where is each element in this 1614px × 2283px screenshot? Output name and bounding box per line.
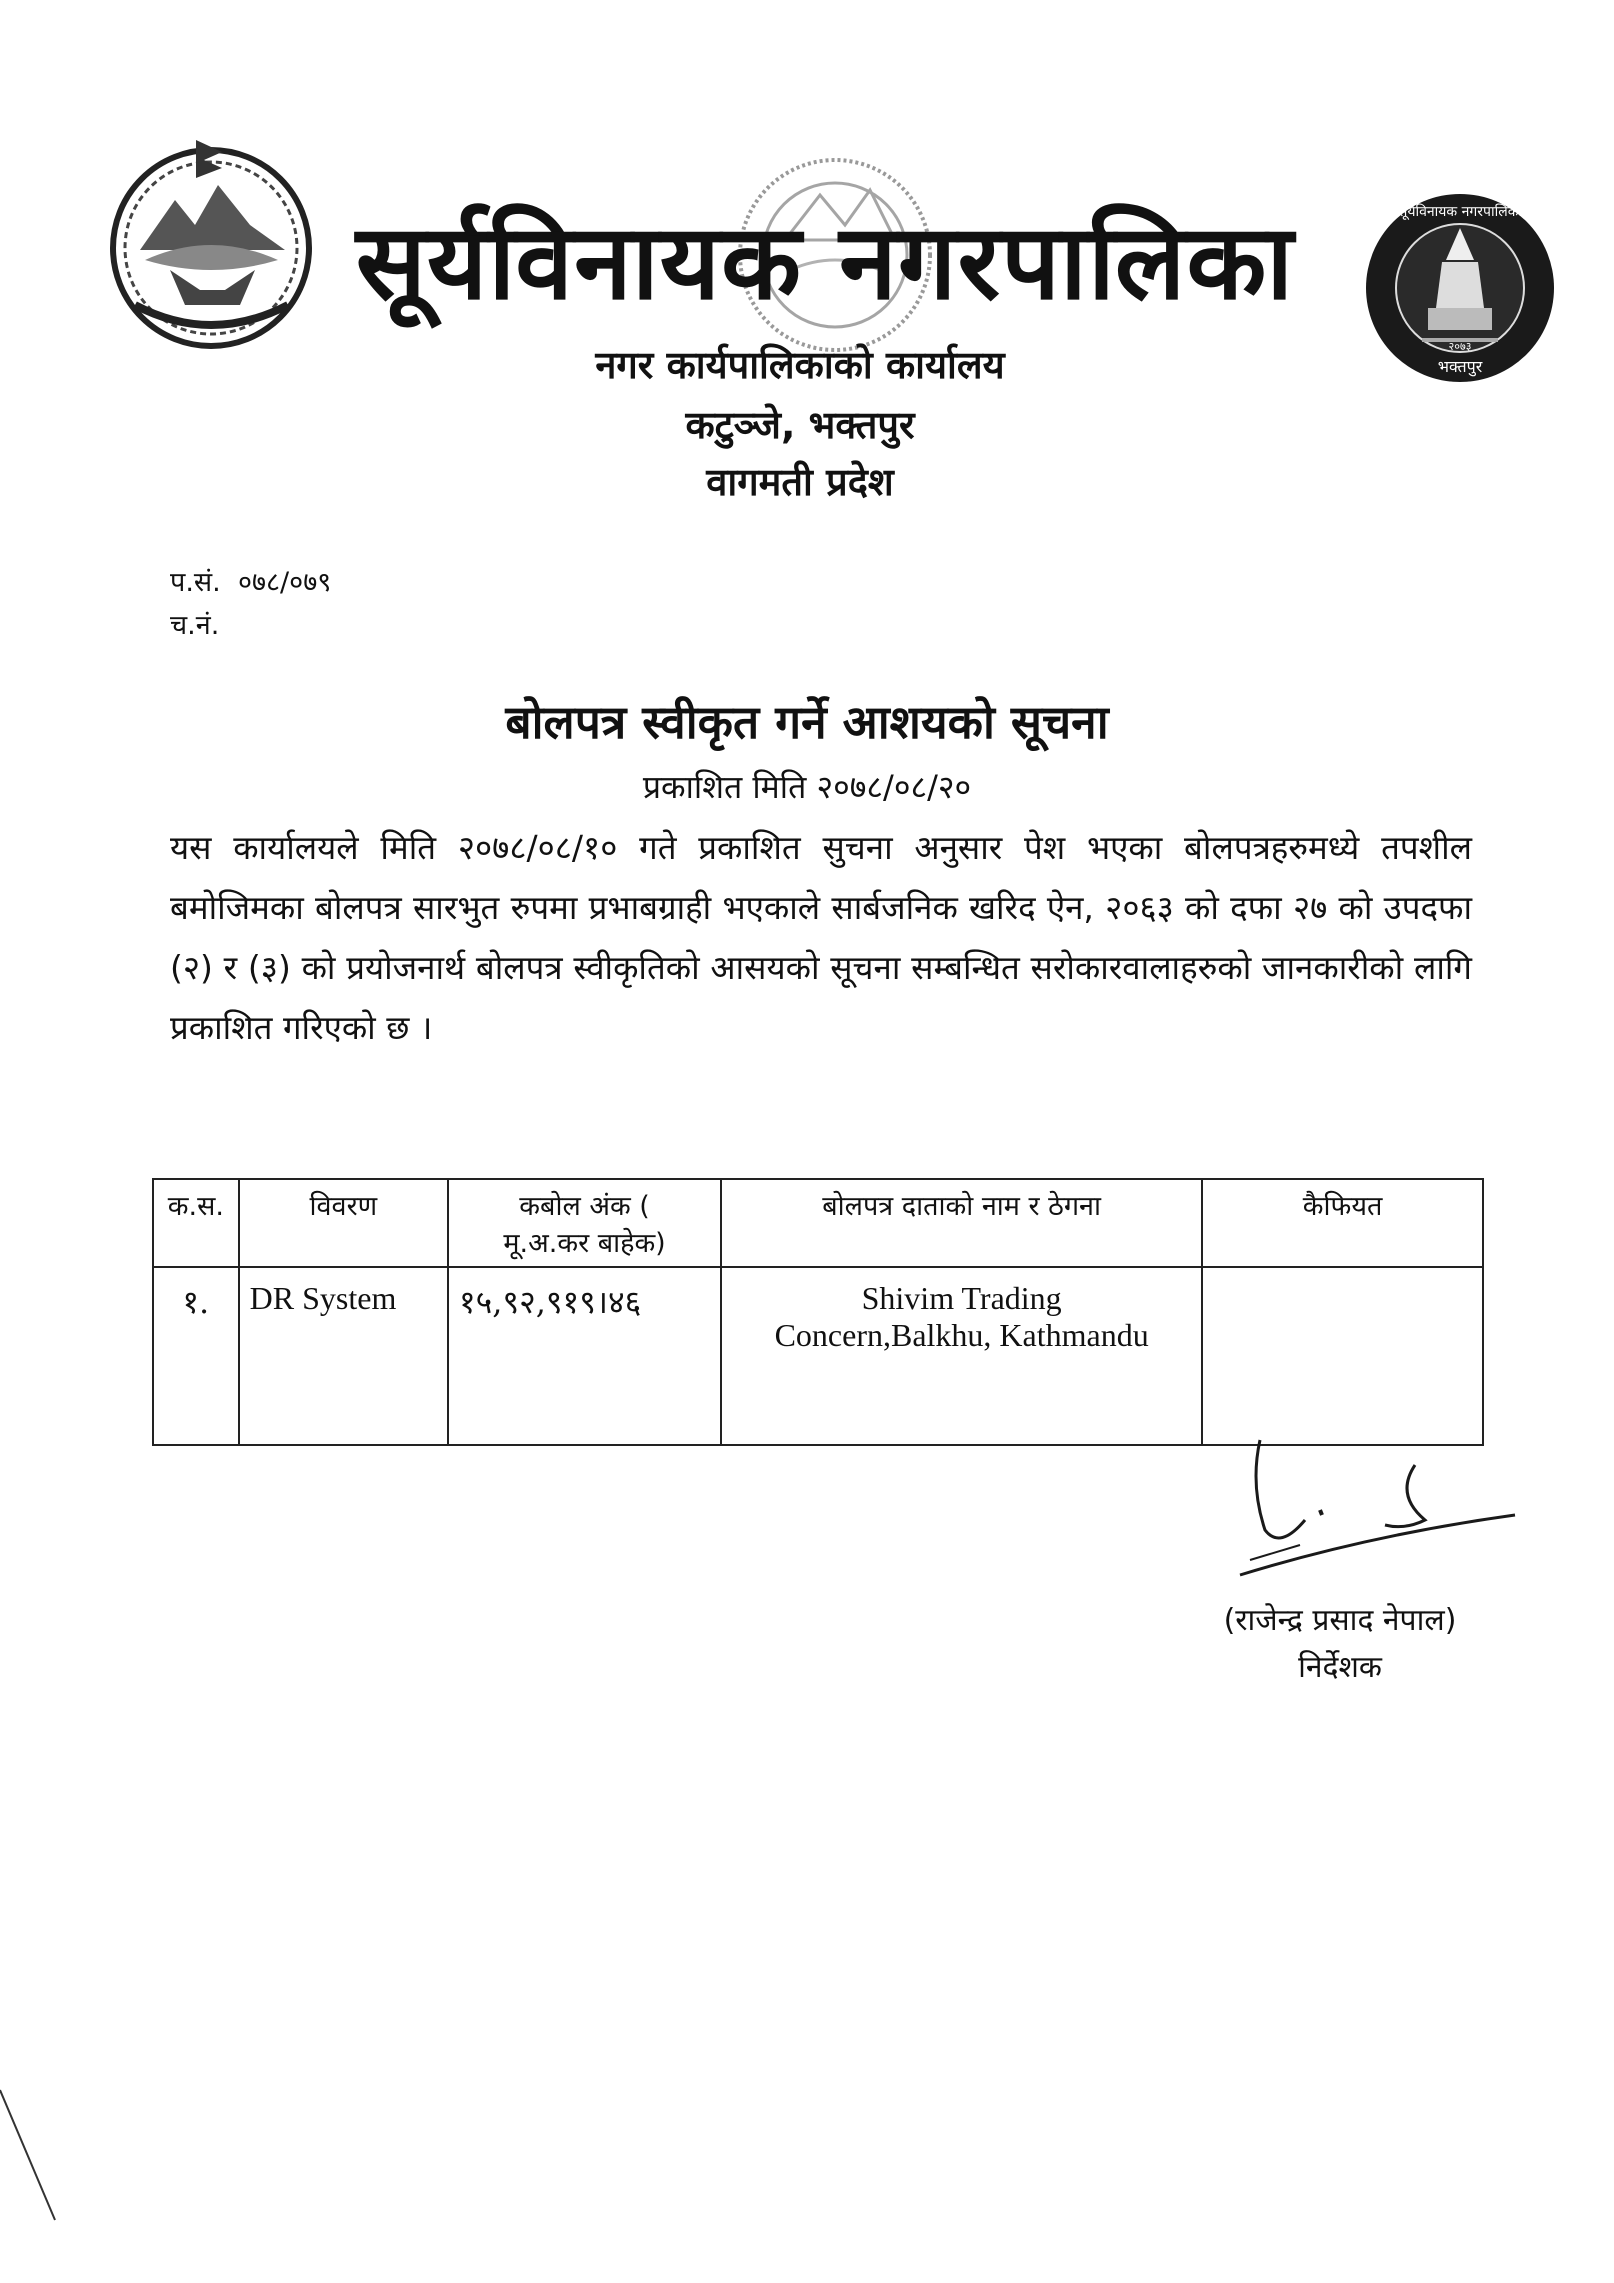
cell-bid-amount: १५,९२,९१९।४६ xyxy=(448,1267,721,1445)
nepal-government-emblem-icon xyxy=(100,130,322,352)
header-sn: क.स. xyxy=(153,1179,239,1267)
table-row xyxy=(153,1267,1483,1445)
fiscal-year-reference xyxy=(170,562,331,599)
published-date: प्रकाशित मिति २०७८/०८/२० xyxy=(642,768,972,806)
office-address: कटुञ्जे, भक्तपुर xyxy=(685,403,915,447)
header-description: विवरण xyxy=(239,1179,448,1267)
header-bid-amount xyxy=(448,1179,721,1267)
scan-edge-mark xyxy=(0,2080,60,2230)
header-bidder: बोलपत्र दाताको नाम र ठेगना xyxy=(721,1179,1202,1267)
header-bid-amount-line1: कबोल अंक ( xyxy=(519,1191,650,1222)
signatory-title: निर्देशक xyxy=(1298,1650,1382,1685)
cell-bidder-line2: Concern,Balkhu, Kathmandu xyxy=(774,1317,1149,1353)
office-name: नगर कार्यपालिकाको कार्यालय xyxy=(595,343,1005,387)
signature-icon xyxy=(1210,1425,1530,1600)
cell-remarks xyxy=(1202,1267,1483,1445)
logo-text-bottom: भक्तपुर xyxy=(1437,357,1483,376)
cell-sn: १. xyxy=(153,1267,239,1445)
notice-title: बोलपत्र स्वीकृत गर्ने आशयको सूचना xyxy=(505,695,1109,749)
suryabinayak-municipality-logo-icon xyxy=(1362,190,1558,386)
province-name: वागमती प्रदेश xyxy=(706,460,894,504)
signatory-name: (राजेन्द्र प्रसाद नेपाल) xyxy=(1223,1603,1457,1638)
fiscal-year-value: ०७८/०७९ xyxy=(237,567,332,598)
organization-name: सूर्यविनायक नगरपालिका xyxy=(355,201,1295,323)
logo-year: २०७३ xyxy=(1448,340,1472,353)
notice-body: यस कार्यालयले मिति २०७८/०८/१० गते प्रकाशित सुचना अनुसार पेश भएका बोलपत्रहरुमध्ये तपशील बमोजिमका बोलपत्र सारभुत रुपमा प्रभाबग्राही भएकाले सार्बजनिक खरिद ऐन, २०६३ को दफा २७ को उपदफा (२) र (३) को प्रयोजनार्थ बोलपत्र स्वीकृतिको आसयको सूचना सम्बन्धित सरोकारवालाहरुको जानकारीको लागि प्रकाशित गरिएको छ । xyxy=(170,828,1472,1047)
chalani-number: च.नं. xyxy=(170,610,220,641)
fiscal-year-label: प.सं. xyxy=(170,567,221,598)
header-bid-amount-line2: मू.अ.कर बाहेक) xyxy=(503,1228,666,1259)
table-header-row xyxy=(153,1179,1483,1267)
header-remarks: कैफियत xyxy=(1202,1179,1483,1267)
cell-bidder xyxy=(721,1267,1202,1445)
logo-text-top: सूर्यविनायक नगरपालिका xyxy=(1397,204,1523,220)
bid-table xyxy=(152,1178,1484,1446)
cell-bidder-line1: Shivim Trading xyxy=(861,1280,1062,1316)
cell-description: DR System xyxy=(239,1267,448,1445)
